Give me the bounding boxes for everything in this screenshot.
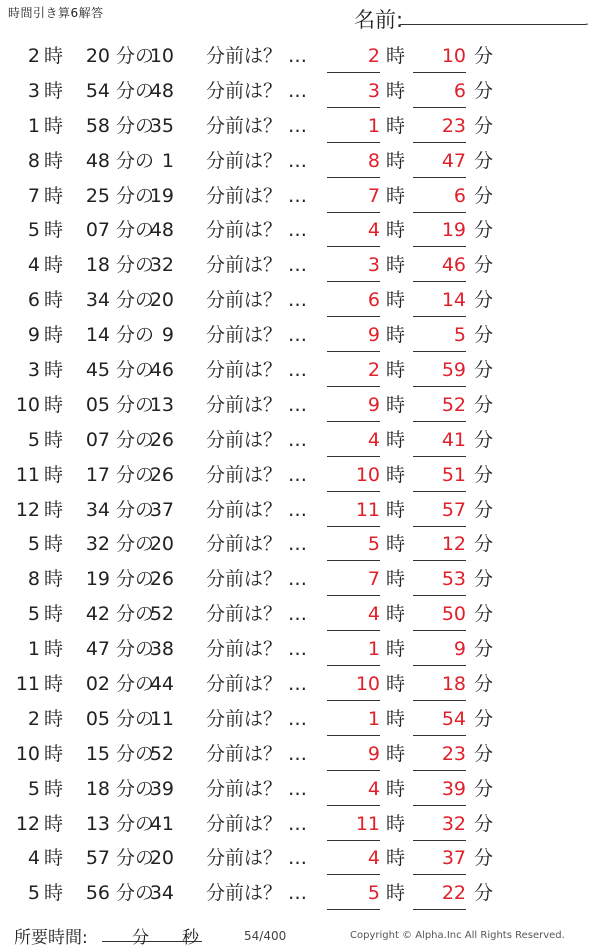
minute-label: 分の: [116, 45, 155, 67]
answer-minute[interactable]: 57: [413, 498, 466, 527]
start-hour: 1: [27, 114, 40, 137]
problem-row: [0, 424, 600, 459]
answer-minute-label: 分: [474, 568, 494, 591]
minute-label: 分の: [116, 254, 155, 277]
minutes-before: 13: [149, 393, 174, 416]
minutes-before: 26: [149, 428, 174, 451]
time-second-label: 秒: [182, 928, 199, 948]
start-minute: 07: [85, 219, 110, 242]
start-hour: 3: [27, 79, 40, 102]
worksheet-title: 時間引き算6解答: [8, 6, 104, 20]
start-hour: 2: [27, 45, 40, 67]
answer-hour[interactable]: 2: [327, 358, 380, 387]
start-minute: 18: [85, 254, 110, 277]
answer-minute[interactable]: 23: [413, 742, 466, 771]
answer-hour[interactable]: 2: [327, 44, 380, 73]
problem-row: [0, 459, 600, 494]
answer-minute-label: 分: [474, 603, 494, 626]
answer-minute-label: 分: [474, 673, 494, 696]
start-hour: 12: [15, 498, 40, 521]
question-label: 分前は？ …: [206, 45, 308, 67]
answer-minute-label: 分: [474, 254, 494, 277]
answer-hour-label: 時: [386, 149, 406, 172]
answer-minute[interactable]: 18: [413, 672, 466, 701]
minutes-before: 20: [149, 847, 174, 870]
answer-minute-label: 分: [474, 184, 494, 207]
answer-minute-label: 分: [474, 428, 494, 451]
problem-row: [0, 528, 600, 563]
name-field[interactable]: [400, 24, 586, 25]
answer-hour-label: 時: [386, 603, 406, 626]
minutes-before: 34: [149, 882, 174, 905]
start-hour: 3: [27, 359, 40, 382]
hour-label: 時: [44, 324, 64, 347]
problem-row: [0, 75, 600, 110]
hour-label: 時: [44, 45, 64, 67]
answer-hour-label: 時: [386, 45, 406, 67]
question-label: 分前は？ …: [206, 79, 308, 102]
answer-minute[interactable]: 37: [413, 846, 466, 875]
start-minute: 18: [85, 777, 110, 800]
hour-label: 時: [44, 673, 64, 696]
name-dot: .: [585, 14, 589, 28]
problem-row: [0, 354, 600, 389]
time-required-label: 所要時間:: [14, 928, 88, 948]
question-label: 分前は？ …: [206, 638, 308, 661]
answer-minute[interactable]: 53: [413, 567, 466, 596]
answer-minute-label: 分: [474, 498, 494, 521]
hour-label: 時: [44, 393, 64, 416]
hour-label: 時: [44, 777, 64, 800]
question-label: 分前は？ …: [206, 777, 308, 800]
answer-minute[interactable]: 50: [413, 602, 466, 631]
answer-hour-label: 時: [386, 498, 406, 521]
start-hour: 5: [27, 882, 40, 905]
minutes-before: 26: [149, 568, 174, 591]
hour-label: 時: [44, 603, 64, 626]
answer-hour[interactable]: 5: [327, 532, 380, 561]
problem-row: [0, 110, 600, 145]
minutes-before: 52: [149, 742, 174, 765]
answer-hour-label: 時: [386, 812, 406, 835]
start-minute: 58: [85, 114, 110, 137]
start-minute: 34: [85, 498, 110, 521]
answer-hour[interactable]: 1: [327, 637, 380, 666]
answer-hour[interactable]: 11: [327, 812, 380, 841]
start-minute: 02: [85, 673, 110, 696]
answer-minute[interactable]: 23: [413, 114, 466, 143]
minutes-before: 38: [149, 638, 174, 661]
start-minute: 13: [85, 812, 110, 835]
answer-hour[interactable]: 7: [327, 567, 380, 596]
answer-hour[interactable]: 8: [327, 149, 380, 178]
hour-label: 時: [44, 79, 64, 102]
minute-label: 分の: [116, 777, 155, 800]
start-minute: 48: [85, 149, 110, 172]
hour-label: 時: [44, 428, 64, 451]
answer-hour-label: 時: [386, 79, 406, 102]
minute-label: 分の: [116, 568, 155, 591]
question-label: 分前は？ …: [206, 498, 308, 521]
answer-hour-label: 時: [386, 254, 406, 277]
answer-minute[interactable]: 46: [413, 253, 466, 282]
hour-label: 時: [44, 149, 64, 172]
hour-label: 時: [44, 568, 64, 591]
minute-label: 分の: [116, 184, 155, 207]
problem-row: [0, 773, 600, 808]
question-label: 分前は？ …: [206, 359, 308, 382]
question-label: 分前は？ …: [206, 463, 308, 486]
minutes-before: 11: [149, 707, 174, 730]
minutes-before: 48: [149, 219, 174, 242]
question-label: 分前は？ …: [206, 847, 308, 870]
problem-list: [0, 40, 600, 912]
question-label: 分前は？ …: [206, 812, 308, 835]
minutes-before: 1: [161, 149, 174, 172]
answer-hour[interactable]: 10: [327, 463, 380, 492]
minute-label: 分の: [116, 428, 155, 451]
answer-minute[interactable]: 54: [413, 707, 466, 736]
problem-row: [0, 145, 600, 180]
minute-label: 分の: [116, 847, 155, 870]
page-number: 54/400: [244, 929, 287, 943]
minutes-before: 44: [149, 673, 174, 696]
answer-hour[interactable]: 3: [327, 79, 380, 108]
answer-minute[interactable]: 22: [413, 881, 466, 910]
hour-label: 時: [44, 707, 64, 730]
minute-label: 分の: [116, 533, 155, 556]
answer-minute[interactable]: 39: [413, 777, 466, 806]
time-minute-label: 分: [132, 928, 149, 948]
question-label: 分前は？ …: [206, 114, 308, 137]
minute-label: 分の: [116, 498, 155, 521]
start-minute: 25: [85, 184, 110, 207]
answer-minute[interactable]: 32: [413, 812, 466, 841]
start-hour: 1: [27, 638, 40, 661]
question-label: 分前は？ …: [206, 324, 308, 347]
question-label: 分前は？ …: [206, 219, 308, 242]
problem-row: [0, 842, 600, 877]
answer-hour-label: 時: [386, 707, 406, 730]
minute-label: 分の: [116, 638, 155, 661]
answer-hour[interactable]: 1: [327, 707, 380, 736]
start-minute: 47: [85, 638, 110, 661]
start-hour: 12: [15, 812, 40, 835]
hour-label: 時: [44, 359, 64, 382]
answer-hour-label: 時: [386, 393, 406, 416]
answer-hour-label: 時: [386, 533, 406, 556]
problem-row: [0, 668, 600, 703]
minute-label: 分の: [116, 114, 155, 137]
problem-row: [0, 738, 600, 773]
answer-minute-label: 分: [474, 393, 494, 416]
question-label: 分前は？ …: [206, 568, 308, 591]
answer-hour[interactable]: 4: [327, 428, 380, 457]
start-hour: 4: [27, 254, 40, 277]
minutes-before: 10: [149, 45, 174, 67]
answer-minute-label: 分: [474, 463, 494, 486]
minutes-before: 19: [149, 184, 174, 207]
minute-label: 分の: [116, 603, 155, 626]
answer-hour[interactable]: 9: [327, 323, 380, 352]
answer-minute[interactable]: 14: [413, 288, 466, 317]
answer-minute-label: 分: [474, 324, 494, 347]
answer-hour[interactable]: 4: [327, 218, 380, 247]
answer-minute[interactable]: 12: [413, 532, 466, 561]
answer-hour[interactable]: 7: [327, 184, 380, 213]
question-label: 分前は？ …: [206, 707, 308, 730]
answer-hour-label: 時: [386, 882, 406, 905]
answer-hour[interactable]: 4: [327, 777, 380, 806]
answer-minute[interactable]: 9: [413, 637, 466, 666]
answer-minute-label: 分: [474, 45, 494, 67]
start-minute: 05: [85, 707, 110, 730]
answer-hour-label: 時: [386, 428, 406, 451]
start-hour: 5: [27, 603, 40, 626]
hour-label: 時: [44, 882, 64, 905]
answer-minute-label: 分: [474, 812, 494, 835]
answer-hour-label: 時: [386, 359, 406, 382]
start-hour: 5: [27, 777, 40, 800]
start-minute: 07: [85, 428, 110, 451]
answer-minute[interactable]: 19: [413, 218, 466, 247]
start-minute: 32: [85, 533, 110, 556]
answer-hour-label: 時: [386, 289, 406, 312]
answer-hour-label: 時: [386, 638, 406, 661]
problem-row: [0, 214, 600, 249]
start-minute: 05: [85, 393, 110, 416]
start-hour: 5: [27, 533, 40, 556]
question-label: 分前は？ …: [206, 289, 308, 312]
answer-minute[interactable]: 59: [413, 358, 466, 387]
problem-row: [0, 389, 600, 424]
answer-minute[interactable]: 5: [413, 323, 466, 352]
hour-label: 時: [44, 463, 64, 486]
start-minute: 14: [85, 324, 110, 347]
answer-minute-label: 分: [474, 219, 494, 242]
copyright: Copyright © Alpha.Inc All Rights Reserved.: [350, 930, 565, 941]
answer-minute-label: 分: [474, 707, 494, 730]
minutes-before: 52: [149, 603, 174, 626]
hour-label: 時: [44, 742, 64, 765]
answer-minute-label: 分: [474, 114, 494, 137]
answer-hour-label: 時: [386, 184, 406, 207]
hour-label: 時: [44, 289, 64, 312]
answer-hour[interactable]: 1: [327, 114, 380, 143]
start-hour: 6: [27, 289, 40, 312]
minutes-before: 35: [149, 114, 174, 137]
hour-label: 時: [44, 114, 64, 137]
answer-minute[interactable]: 52: [413, 393, 466, 422]
answer-minute-label: 分: [474, 777, 494, 800]
answer-hour-label: 時: [386, 568, 406, 591]
minute-label: 分の: [116, 707, 155, 730]
problem-row: [0, 563, 600, 598]
start-hour: 11: [15, 463, 40, 486]
start-minute: 17: [85, 463, 110, 486]
start-hour: 2: [27, 707, 40, 730]
start-hour: 8: [27, 568, 40, 591]
answer-minute[interactable]: 10: [413, 44, 466, 73]
hour-label: 時: [44, 533, 64, 556]
answer-minute[interactable]: 6: [413, 184, 466, 213]
answer-hour-label: 時: [386, 673, 406, 696]
minute-label: 分の: [116, 219, 155, 242]
minutes-before: 9: [161, 324, 174, 347]
start-hour: 5: [27, 219, 40, 242]
start-hour: 4: [27, 847, 40, 870]
problem-row: [0, 808, 600, 843]
minutes-before: 20: [149, 289, 174, 312]
minutes-before: 32: [149, 254, 174, 277]
problem-row: [0, 40, 600, 75]
minute-label: 分の: [116, 324, 155, 347]
minutes-before: 26: [149, 463, 174, 486]
question-label: 分前は？ …: [206, 882, 308, 905]
answer-minute-label: 分: [474, 149, 494, 172]
minute-label: 分の: [116, 393, 155, 416]
answer-hour-label: 時: [386, 742, 406, 765]
question-label: 分前は？ …: [206, 254, 308, 277]
problem-row: [0, 877, 600, 912]
start-hour: 10: [15, 742, 40, 765]
question-label: 分前は？ …: [206, 428, 308, 451]
start-hour: 5: [27, 428, 40, 451]
answer-minute-label: 分: [474, 533, 494, 556]
start-minute: 15: [85, 742, 110, 765]
answer-minute-label: 分: [474, 359, 494, 382]
minute-label: 分の: [116, 742, 155, 765]
answer-minute-label: 分: [474, 882, 494, 905]
answer-hour[interactable]: 3: [327, 253, 380, 282]
start-minute: 54: [85, 79, 110, 102]
minute-label: 分の: [116, 149, 155, 172]
problem-row: [0, 633, 600, 668]
minute-label: 分の: [116, 463, 155, 486]
hour-label: 時: [44, 847, 64, 870]
minutes-before: 41: [149, 812, 174, 835]
start-minute: 34: [85, 289, 110, 312]
answer-minute[interactable]: 47: [413, 149, 466, 178]
minute-label: 分の: [116, 673, 155, 696]
minutes-before: 20: [149, 533, 174, 556]
start-hour: 11: [15, 673, 40, 696]
start-hour: 9: [27, 324, 40, 347]
hour-label: 時: [44, 812, 64, 835]
answer-hour[interactable]: 9: [327, 393, 380, 422]
hour-label: 時: [44, 638, 64, 661]
question-label: 分前は？ …: [206, 742, 308, 765]
hour-label: 時: [44, 498, 64, 521]
problem-row: [0, 598, 600, 633]
hour-label: 時: [44, 219, 64, 242]
answer-minute-label: 分: [474, 289, 494, 312]
answer-hour[interactable]: 4: [327, 602, 380, 631]
question-label: 分前は？ …: [206, 149, 308, 172]
question-label: 分前は？ …: [206, 393, 308, 416]
answer-minute[interactable]: 6: [413, 79, 466, 108]
answer-hour[interactable]: 10: [327, 672, 380, 701]
question-label: 分前は？ …: [206, 603, 308, 626]
answer-minute-label: 分: [474, 638, 494, 661]
question-label: 分前は？ …: [206, 533, 308, 556]
answer-hour-label: 時: [386, 847, 406, 870]
start-minute: 19: [85, 568, 110, 591]
name-label: 名前:: [354, 8, 404, 32]
start-minute: 20: [85, 45, 110, 67]
start-minute: 56: [85, 882, 110, 905]
answer-minute[interactable]: 41: [413, 428, 466, 457]
minute-label: 分の: [116, 359, 155, 382]
problem-row: [0, 249, 600, 284]
answer-hour[interactable]: 11: [327, 498, 380, 527]
hour-label: 時: [44, 254, 64, 277]
problem-row: [0, 319, 600, 354]
answer-minute-label: 分: [474, 847, 494, 870]
minute-label: 分の: [116, 79, 155, 102]
start-minute: 42: [85, 603, 110, 626]
answer-minute-label: 分: [474, 742, 494, 765]
start-hour: 7: [27, 184, 40, 207]
hour-label: 時: [44, 184, 64, 207]
answer-hour-label: 時: [386, 777, 406, 800]
question-label: 分前は？ …: [206, 184, 308, 207]
start-minute: 57: [85, 847, 110, 870]
minutes-before: 46: [149, 359, 174, 382]
answer-hour-label: 時: [386, 463, 406, 486]
minute-label: 分の: [116, 812, 155, 835]
minute-label: 分の: [116, 289, 155, 312]
problem-row: [0, 180, 600, 215]
answer-hour[interactable]: 4: [327, 846, 380, 875]
answer-hour[interactable]: 9: [327, 742, 380, 771]
minutes-before: 37: [149, 498, 174, 521]
question-label: 分前は？ …: [206, 673, 308, 696]
problem-row: [0, 494, 600, 529]
answer-hour-label: 時: [386, 219, 406, 242]
minutes-before: 39: [149, 777, 174, 800]
problem-row: [0, 284, 600, 319]
start-minute: 45: [85, 359, 110, 382]
minutes-before: 48: [149, 79, 174, 102]
answer-hour-label: 時: [386, 324, 406, 347]
start-hour: 10: [15, 393, 40, 416]
answer-hour-label: 時: [386, 114, 406, 137]
answer-hour[interactable]: 6: [327, 288, 380, 317]
minute-label: 分の: [116, 882, 155, 905]
answer-minute[interactable]: 51: [413, 463, 466, 492]
answer-hour[interactable]: 5: [327, 881, 380, 910]
start-hour: 8: [27, 149, 40, 172]
problem-row: [0, 703, 600, 738]
answer-minute-label: 分: [474, 79, 494, 102]
